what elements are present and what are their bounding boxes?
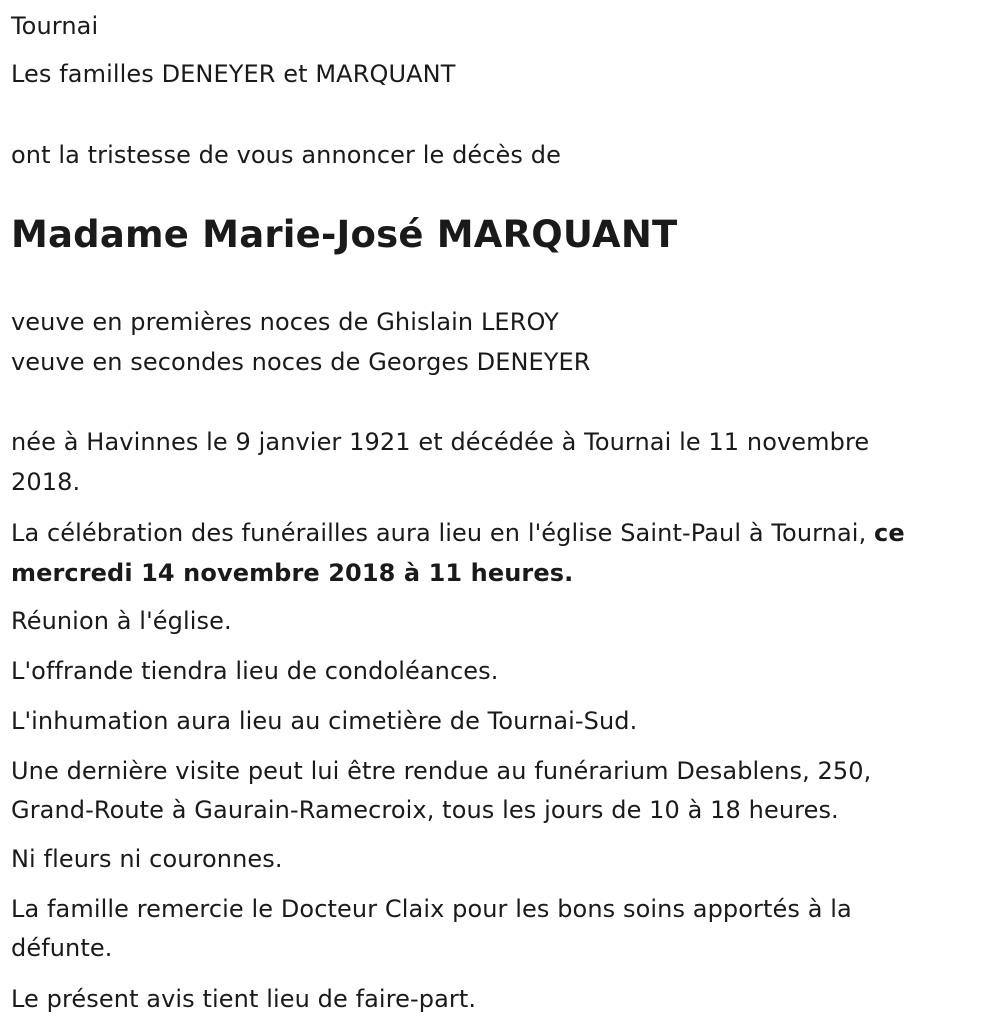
birth-death-year: 2018.: [11, 468, 81, 496]
announcement-line: ont la tristesse de vous annoncer le décès de: [11, 141, 561, 169]
funeral-date: mercredi 14 novembre 2018 à 11 heures.: [11, 559, 574, 587]
offering-line: L'offrande tiendra lieu de condoléances.: [11, 657, 499, 685]
birth-death-line: née à Havinnes le 9 janvier 1921 et décédée à Tournai le 11 novembre: [11, 428, 870, 456]
visit-line-2: Grand-Route à Gaurain-Ramecroix, tous les jours de 10 à 18 heures.: [11, 796, 839, 824]
funeral-text: La célébration des funérailles aura lieu en l'église Saint-Paul à Tournai,: [11, 519, 875, 547]
burial-line: L'inhumation aura lieu au cimetière de Tournai-Sud.: [11, 707, 638, 735]
closing-line: Le présent avis tient lieu de faire-part.: [11, 985, 477, 1013]
thanks-line-2: défunte.: [11, 934, 113, 962]
meeting-line: Réunion à l'église.: [11, 607, 232, 635]
widow-second-line: veuve en secondes noces de Georges DENEYER: [11, 348, 591, 376]
funeral-date-start: ce: [874, 519, 905, 547]
widow-first-line: veuve en premières noces de Ghislain LEROY: [11, 308, 559, 336]
funeral-line: [11, 513, 905, 553]
visit-line-1: Une dernière visite peut lui être rendue au funérarium Desablens, 250,: [11, 757, 872, 785]
no-flowers-line: Ni fleurs ni couronnes.: [11, 845, 283, 873]
families-line: Les familles DENEYER et MARQUANT: [11, 60, 456, 88]
thanks-line-1: La famille remercie le Docteur Claix pour les bons soins apportés à la: [11, 895, 852, 923]
deceased-name: Madame Marie-José MARQUANT: [11, 213, 678, 256]
city-line: Tournai: [11, 12, 99, 40]
